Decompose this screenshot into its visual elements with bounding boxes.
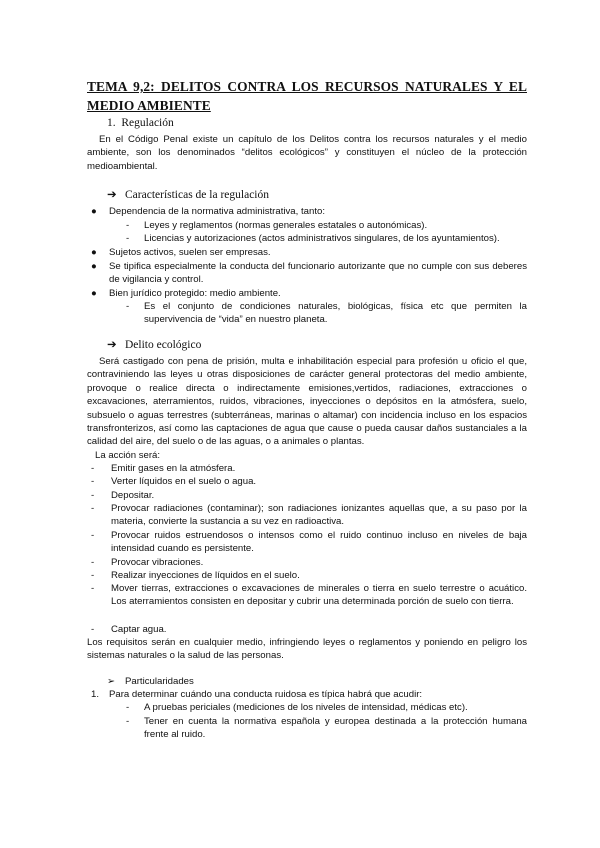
delito-heading — [107, 338, 201, 352]
bullet-icon: ● — [91, 288, 97, 299]
delito-paragraph: Será castigado con pena de prisión, multa e inhabilitación especial para profesión u oficio el que, contraviniendo las leyes u otras disposiciones de carácter general protectoras del medio ambiente, provoque o realice directa o indirectamente emisiones,vertidos, radiaciones, extracciones o excavaciones, aterramientos, ruidos, vibraciones, inyecciones o depósitos en la atmósfera, suelo, subsuelo o aguas terrestres (subterráneas, marinas o altamar) con incidencia incluso en los espacios transfronterizos, así como las captaciones de agua que cause o pueda causar daños sustanciales a la calidad del aire, del suelo o de las aguas, o a animales o plantas. — [87, 356, 527, 448]
list-number: 1. — [91, 689, 100, 700]
document-title: TEMA 9,2: DELITOS CONTRA LOS RECURSOS NATURALES Y EL MEDIO AMBIENTE — [87, 79, 527, 113]
dash-marker: - — [126, 301, 130, 312]
caracteristicas-heading — [107, 188, 269, 202]
caracteristicas-title: Características de la regulación — [125, 189, 269, 201]
dash-marker: - — [91, 583, 95, 594]
bullet-icon: ● — [91, 206, 97, 217]
dash-marker: - — [91, 503, 95, 514]
dash-marker: - — [91, 530, 95, 541]
section-number: 1. — [107, 117, 116, 129]
accion-label: La acción será: — [95, 450, 161, 461]
bullet-icon: ● — [91, 261, 97, 272]
dash-marker: - — [126, 702, 130, 713]
dash-marker: - — [91, 624, 95, 635]
dash-marker: - — [91, 476, 95, 487]
particularidades-title: Particularidades — [125, 676, 194, 687]
dash-marker: - — [91, 557, 95, 568]
section-regulacion-heading — [107, 117, 174, 130]
dash-marker: - — [91, 570, 95, 581]
arrow-right-icon: ➔ — [107, 189, 117, 201]
arrow-right-icon: ➔ — [107, 339, 117, 351]
dash-marker: - — [126, 716, 130, 727]
delito-title: Delito ecológico — [125, 339, 202, 351]
arrowhead-right-icon: ➢ — [107, 676, 116, 687]
document-page: TEMA 9,2: DELITOS CONTRA LOS RECURSOS NATURALES Y EL MEDIO AMBIENTE 1. Regulación En el Código Penal existe un capítulo de los Delitos contra los recursos naturales y el medio ambiente, son los denominados “delitos ecológicos” y constituyen el núcleo de la protección medioambiental. ➔ Características de la regulación ● Dependencia de la normativa administrativa, tanto: - Leyes y reglamentos (normas generales estatales o autonómicas). - Licencias y autorizaciones (actos administrativos singulares, de los ayuntamientos). ● Sujetos activos, suelen ser empresas. ● Se tipifica especialmente la conducta del funcionario autorizante que no cumple con sus deberes de vigilancia y control. ● Bien jurídico protegido: medio ambiente. - Es el conjunto de condiciones naturales, biológicas, física etc que permiten la supervivencia de “vida” en nuestro planeta. ➔ Delito ecológico Será castigado con pena de prisión, multa e inhabilitación especial para profesión u oficio el que, contraviniendo las leyes u otras disposiciones de carácter general protectoras del medio ambiente, provoque o realice directa o indirectamente emisiones,vertidos, radiaciones, extracciones o excavaciones, aterramientos, ruidos, vibraciones, inyecciones o depósitos en la atmósfera, suelo, subsuelo o aguas terrestres (subterráneas, marinas o altamar) con incidencia incluso en los espacios transfronterizos, así como las captaciones de agua que cause o pueda causar daños sustanciales a la calidad del aire, del suelo o de las aguas, o a animales o plantas. La acción será: - Emitir gases en la atmósfera. - Verter líquidos en el suelo o agua. - Depositar. - Provocar radiaciones (contaminar); son radiaciones ionizantes aquellas que, a su paso por la materia, convierte la sustancia a su vez en radioactiva. - Provocar ruidos estruendosos o intensos como el ruido continuo incluso en niveles de baja intensidad cuando es persistente. - Provocar vibraciones. - Realizar inyecciones de líquidos en el suelo. - Mover tierras, extracciones o excavaciones de minerales o tierra en suelo terrestre o acuático. Los aterramientos consisten en depositar y cubrir una determinada porción de suelo con tierra. - Captar agua. Los requisitos serán en cualquier medio, infringiendo leyes o reglamentos y poniendo en peligro los sistemas naturales o la salud de las personas. ➢ Particularidades 1. Para determinar cuándo una conducta ruidosa es típica habrá que acudir: - A pruebas periciales (mediciones de los niveles de intensidad, médicas etc). - Tener en cuenta la normativa española y europea destinada a la protección humana frente al ruido. — [0, 0, 600, 848]
bullet-icon: ● — [91, 247, 97, 258]
dash-marker: - — [126, 220, 130, 231]
requisitos-paragraph: Los requisitos serán en cualquier medio, infringiendo leyes o reglamentos y poniendo en peligro los sistemas naturales o la salud de las personas. — [87, 637, 527, 662]
dash-marker: - — [126, 233, 130, 244]
particularidades-heading — [107, 675, 527, 688]
dash-marker: - — [91, 463, 95, 474]
dash-marker: - — [91, 490, 95, 501]
section-title: Regulación — [121, 117, 174, 129]
regulacion-paragraph: En el Código Penal existe un capítulo de los Delitos contra los recursos naturales y el medio ambiente, son los denominados “delitos ecológicos” y constituyen el núcleo de la protección medioambiental. — [87, 134, 527, 172]
